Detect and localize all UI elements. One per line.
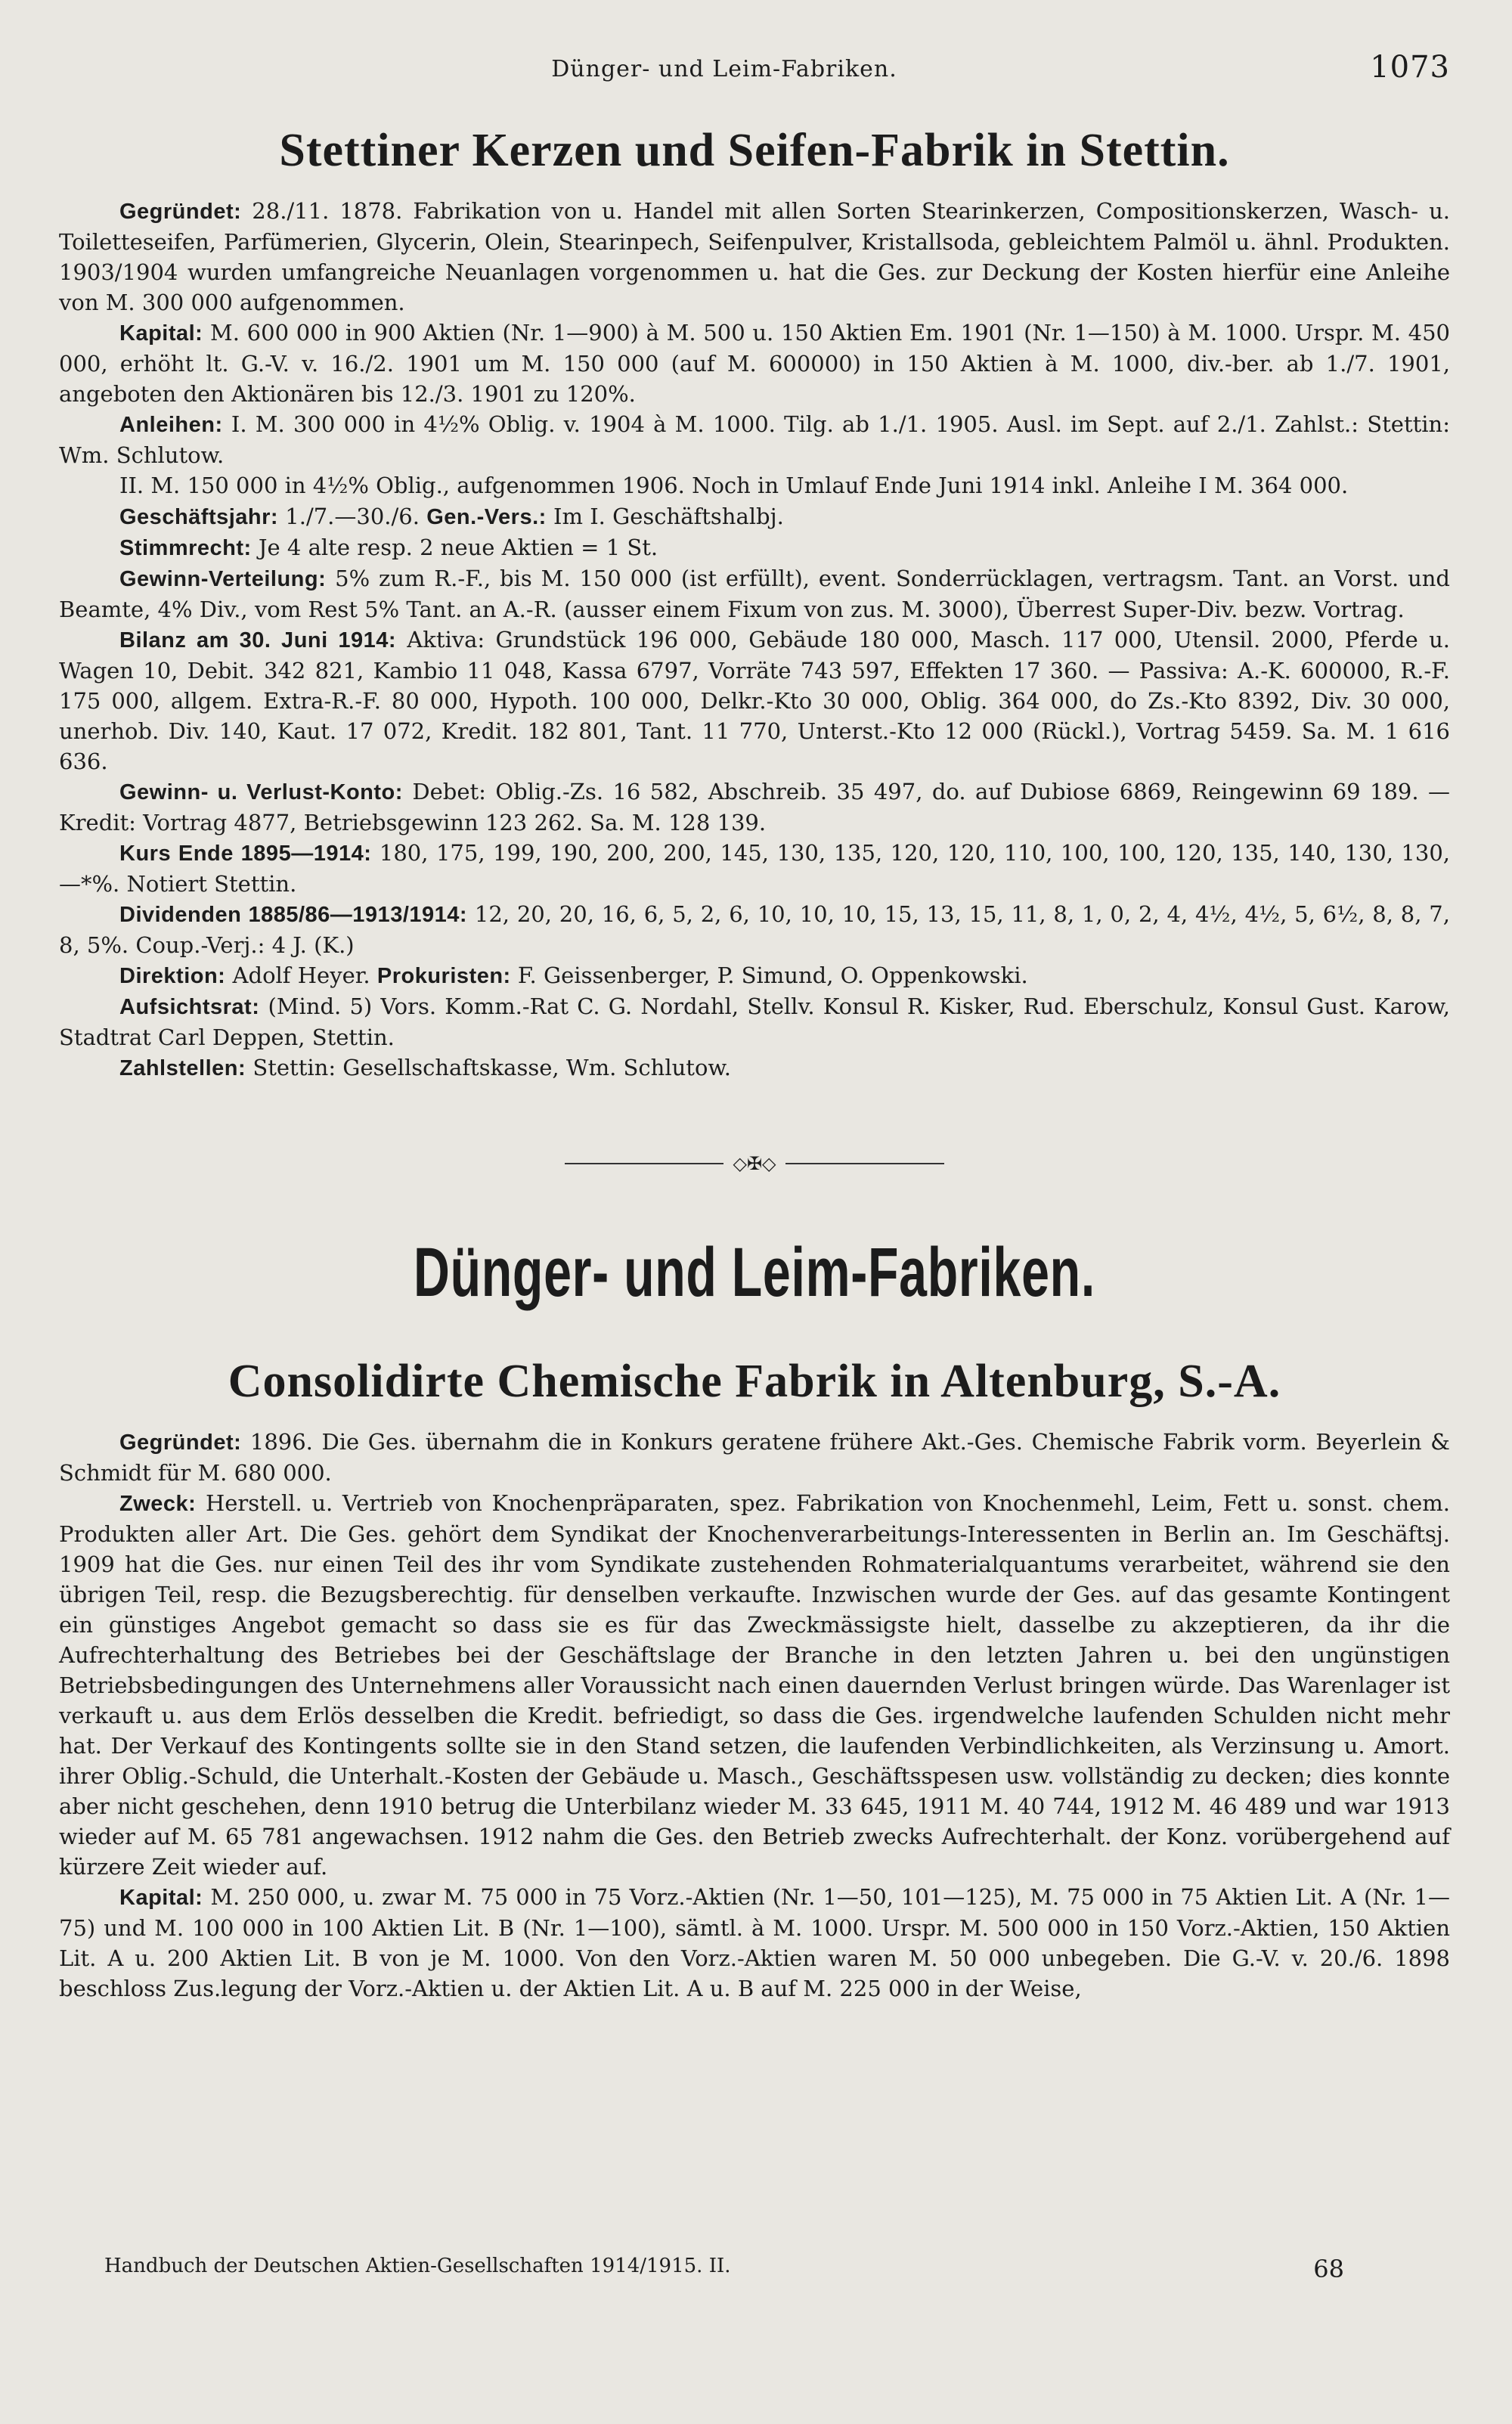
document-page — [59, 45, 1450, 2314]
footer-publication: Handbuch der Deutschen Aktien-Gesellschaften 1914/1915. II. — [104, 2255, 731, 2277]
page-number: 1073 — [1370, 50, 1450, 85]
page-footer — [104, 2255, 1405, 2283]
company-title-altenburg: Consolidirte Chemische Fabrik in Altenburg, S.-A. — [228, 1356, 1281, 1407]
para-gegruendet-2: Gegründet: 1896. Die Ges. übernahm die in Konkurs geratene frühere Akt.-Ges. Chemische Fabrik vorm. Beyerlein & Schmidt für M. 680 000. — [59, 1429, 1450, 1486]
footer-signature: 68 — [1313, 2255, 1344, 2283]
divider-ornament-icon: ◇✠◇ — [733, 1153, 776, 1174]
para-zahlstellen: Zahlstellen: Stettin: Gesellschaftskasse, Wm. Schlutow. — [119, 1055, 732, 1080]
running-head — [59, 45, 1450, 94]
running-head-title: Dünger- und Leim-Fabriken. — [551, 56, 897, 82]
para-kapital: Kapital: M. 600 000 in 900 Aktien (Nr. 1—900) à M. 500 u. 150 Aktien Em. 1901 (Nr. 1—150) à M. 1000. Urspr. M. 450 000, erhöht lt. G.-V. v. 16./2. 1901 um M. 150 000 (auf M. 600000) in 150 Aktien à M. 1000, div.-ber. ab 1./7. 1901, angeboten den Aktionären bis 12./3. 1901 zu 120%. — [59, 320, 1450, 407]
para-zweck: Zweck: Herstell. u. Vertrieb von Knochenpräparaten, spez. Fabrikation von Knochenmehl, Leim, Fett u. sonst. chem. Produkten aller Art. Die Ges. gehört dem Syndikat der Knochenverarbeitungs-Interessenten in Berlin an. Im Geschäftsj. 1909 hat die Ges. nur einen Teil des ihr vom Syndikate zustehenden Rohmaterialquantums verarbeitet, während sie den übrigen Teil, resp. die Bezugsberechtig. für denselben verkaufte. Inzwischen wurde der Ges. auf das gesamte Kontingent ein günstiges Angebot gemacht so dass sie es für das Zweckmässigste hielt, dasselbe zu akzeptieren, da ihr die Aufrechterhaltung des Betriebes bei der Geschäftslage der Branche in den letzten Jahren u. bei den ungünstigen Betriebsbedingungen des Unternehmens aller Voraussicht nach einen dauernden Verlust bringen würde. Das Warenlager ist verkauft u. aus dem Erlös desselben die Kredit. befriedigt, so dass die Ges. irgendwelche laufenden Schulden nicht mehr hat. Der Verkauf des Kontingents sollte sie in den Stand setzen, die laufenden Verbindlichkeiten, als Verzinsung u. Amort. ihrer Oblig.-Schuld, die Unterhalt.-Kosten der Gebäude u. Masch., Geschäftsspesen usw. vollständig zu decken; dies konnte aber nicht geschehen, denn 1910 betrug die Unterbilanz wieder M. 33 645, 1911 M. 40 744, 1912 M. 46 489 und war 1913 wieder auf M. 65 781 angewachsen. 1912 nahm die Ges. den Betrieb zwecks Aufrechterhalt. der Konz. vorübergehend auf kürzere Zeit wieder auf. — [59, 1490, 1450, 1880]
ornamental-divider — [59, 1153, 1450, 1174]
para-dividenden: Dividenden 1885/86—1913/1914: 12, 20, 20, 16, 6, 5, 2, 6, 10, 10, 10, 15, 13, 15, 11, 8, 1, 0, 2, 4, 4½, 4½, 5, 6½, 8, 8, 7, 8, 5%. Coup.-Verj.: 4 J. (K.) — [59, 901, 1450, 958]
divider-line-right — [785, 1163, 944, 1164]
para-geschaeftsjahr: Geschäftsjahr: 1./7.—30./6. Gen.-Vers.: Im I. Geschäftshalbj. — [119, 504, 784, 529]
para-bilanz: Bilanz am 30. Juni 1914: Aktiva: Grundstück 196 000, Gebäude 180 000, Masch. 117 000, Utensil. 2000, Pferde u. Wagen 10, Debit. 342 821, Kambio 11 048, Kassa 6797, Vorräte 743 597, Effekten 17 360. — Passiva: A.-K. 600000, R.-F. 175 000, allgem. Extra-R.-F. 80 000, Hypoth. 100 000, Delkr.-Kto 30 000, Oblig. 364 000, do Zs.-Kto 8392, Div. 30 000, unerhob. Div. 140, Kaut. 17 072, Kredit. 182 801, Tant. 11 770, Unterst.-Kto 12 000 (Rückl.), Vortrag 5459. Sa. M. 1 616 636. — [59, 627, 1450, 774]
divider-line-left — [565, 1163, 723, 1164]
para-kapital-2: Kapital: M. 250 000, u. zwar M. 75 000 in 75 Vorz.-Aktien (Nr. 1—50, 101—125), M. 75 000 in 75 Aktien Lit. A (Nr. 1—75) und M. 100 000 in 100 Aktien Lit. B (Nr. 1—100), sämtl. à M. 1000. Urspr. M. 500 000 in 150 Vorz.-Aktien, 150 Aktien Lit. A u. 200 Aktien Lit. B von je M. 1000. Von den Vorz.-Aktien waren M. 50 000 unbegeben. Die G.-V. v. 20./6. 1898 beschloss Zus.legung der Vorz.-Aktien u. der Aktien Lit. A u. B auf M. 225 000 in der Weise, — [59, 1884, 1450, 2001]
company-title-stettiner: Stettiner Kerzen und Seifen-Fabrik in Stettin. — [279, 125, 1230, 176]
entry-altenburg — [59, 1427, 1450, 2004]
para-anleihe-ii: II. M. 150 000 in 4½% Oblig., aufgenommen 1906. Noch in Umlauf Ende Juni 1914 inkl. Anleihe I M. 364 000. — [119, 473, 1349, 498]
para-aufsichtsrat: Aufsichtsrat: (Mind. 5) Vors. Komm.-Rat C. G. Nordahl, Stellv. Konsul R. Kisker, Rud. Eberschulz, Konsul Gust. Karow, Stadtrat Carl Deppen, Stettin. — [59, 993, 1450, 1050]
section-heading: Dünger- und Leim-Fabriken. — [414, 1234, 1095, 1311]
para-anleihen: Anleihen: I. M. 300 000 in 4½% Oblig. v. 1904 à M. 1000. Tilg. ab 1./1. 1905. Ausl. im Sept. auf 2./1. Zahlst.: Stettin: Wm. Schlutow. — [59, 411, 1450, 468]
para-kurs: Kurs Ende 1895—1914: 180, 175, 199, 190, 200, 200, 145, 130, 135, 120, 120, 110, 100, 100, 120, 135, 140, 130, 130, —*%. Notiert Stettin. — [59, 840, 1450, 897]
para-direktion: Direktion: Adolf Heyer. Prokuristen: F. Geissenberger, P. Simund, O. Oppenkowski. — [119, 962, 1028, 988]
entry-stettiner — [59, 196, 1450, 1083]
para-gewinn-verlust: Gewinn- u. Verlust-Konto: Debet: Oblig.-Zs. 16 582, Abschreib. 35 497, do. auf Dubiose 6869, Reingewinn 69 189. — Kredit: Vortrag 4877, Betriebsgewinn 123 262. Sa. M. 128 139. — [59, 779, 1451, 835]
para-stimmrecht: Stimmrecht: Je 4 alte resp. 2 neue Aktien = 1 St. — [119, 535, 658, 560]
para-gegruendet: Gegründet: 28./11. 1878. Fabrikation von u. Handel mit allen Sorten Stearinkerzen, Compositionskerzen, Wasch- u. Toiletteseifen, Parfümerien, Glycerin, Olein, Stearinpech, Seifenpulver, Kristallsoda, gebleichtem Palmöl u. ähnl. Produkten. 1903/1904 wurden umfangreiche Neuanlagen vorgenommen u. hat die Ges. zur Deckung der Kosten hierfür eine Anleihe von M. 300 000 aufgenommen. — [59, 198, 1450, 315]
para-gewinn-verteilung: Gewinn-Verteilung: 5% zum R.-F., bis M. 150 000 (ist erfüllt), event. Sonderrücklagen, vertragsm. Tant. an Vorst. und Beamte, 4% Div., vom Rest 5% Tant. an A.-R. (ausser einem Fixum von zus. M. 3000), Überrest Super-Div. bezw. Vortrag. — [59, 566, 1450, 622]
